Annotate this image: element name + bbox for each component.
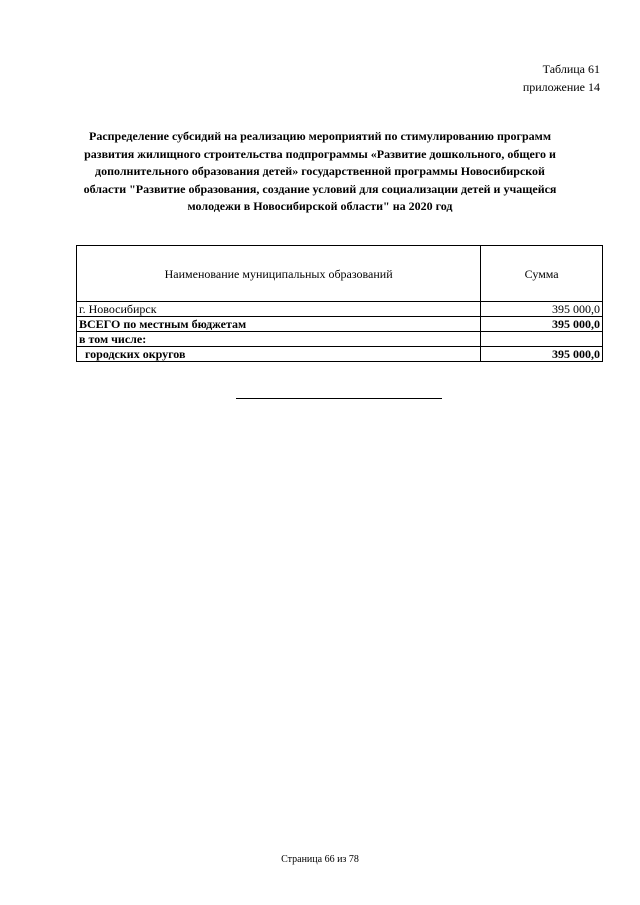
page-footer: Страница 66 из 78 xyxy=(281,854,359,865)
row-sum: 395 000,0 xyxy=(481,347,603,362)
separator-line xyxy=(236,398,442,399)
row-name: г. Новосибирск xyxy=(77,302,481,317)
row-name: ВСЕГО по местным бюджетам xyxy=(77,317,481,332)
row-sum: 395 000,0 xyxy=(481,317,603,332)
table-row xyxy=(77,332,603,347)
document-title: Распределение субсидий на реализацию мероприятий по стимулированию программ развития жилищного строительства подпрограммы «Развитие дошкольного, общего и дополнительного образования детей» государственной программы Новосибирской области "Развитие образования, создание условий для социализации детей и учащейся молодежи в Новосибирской области" на 2020 год xyxy=(83,129,557,213)
subsidy-table xyxy=(76,245,603,362)
appendix-label: приложение 14 xyxy=(522,80,600,94)
row-name: в том числе: xyxy=(77,332,481,347)
column-header-sum: Сумма xyxy=(481,246,603,302)
table-row xyxy=(77,302,603,317)
row-sum xyxy=(481,332,603,347)
table-header xyxy=(523,60,600,96)
row-name: городских округов xyxy=(77,347,481,362)
table-row xyxy=(77,347,603,362)
row-sum: 395 000,0 xyxy=(481,302,603,317)
table-row xyxy=(77,317,603,332)
column-header-name: Наименование муниципальных образований xyxy=(77,246,481,302)
table-header-row xyxy=(77,246,603,302)
table-number: Таблица 61 xyxy=(542,62,600,76)
